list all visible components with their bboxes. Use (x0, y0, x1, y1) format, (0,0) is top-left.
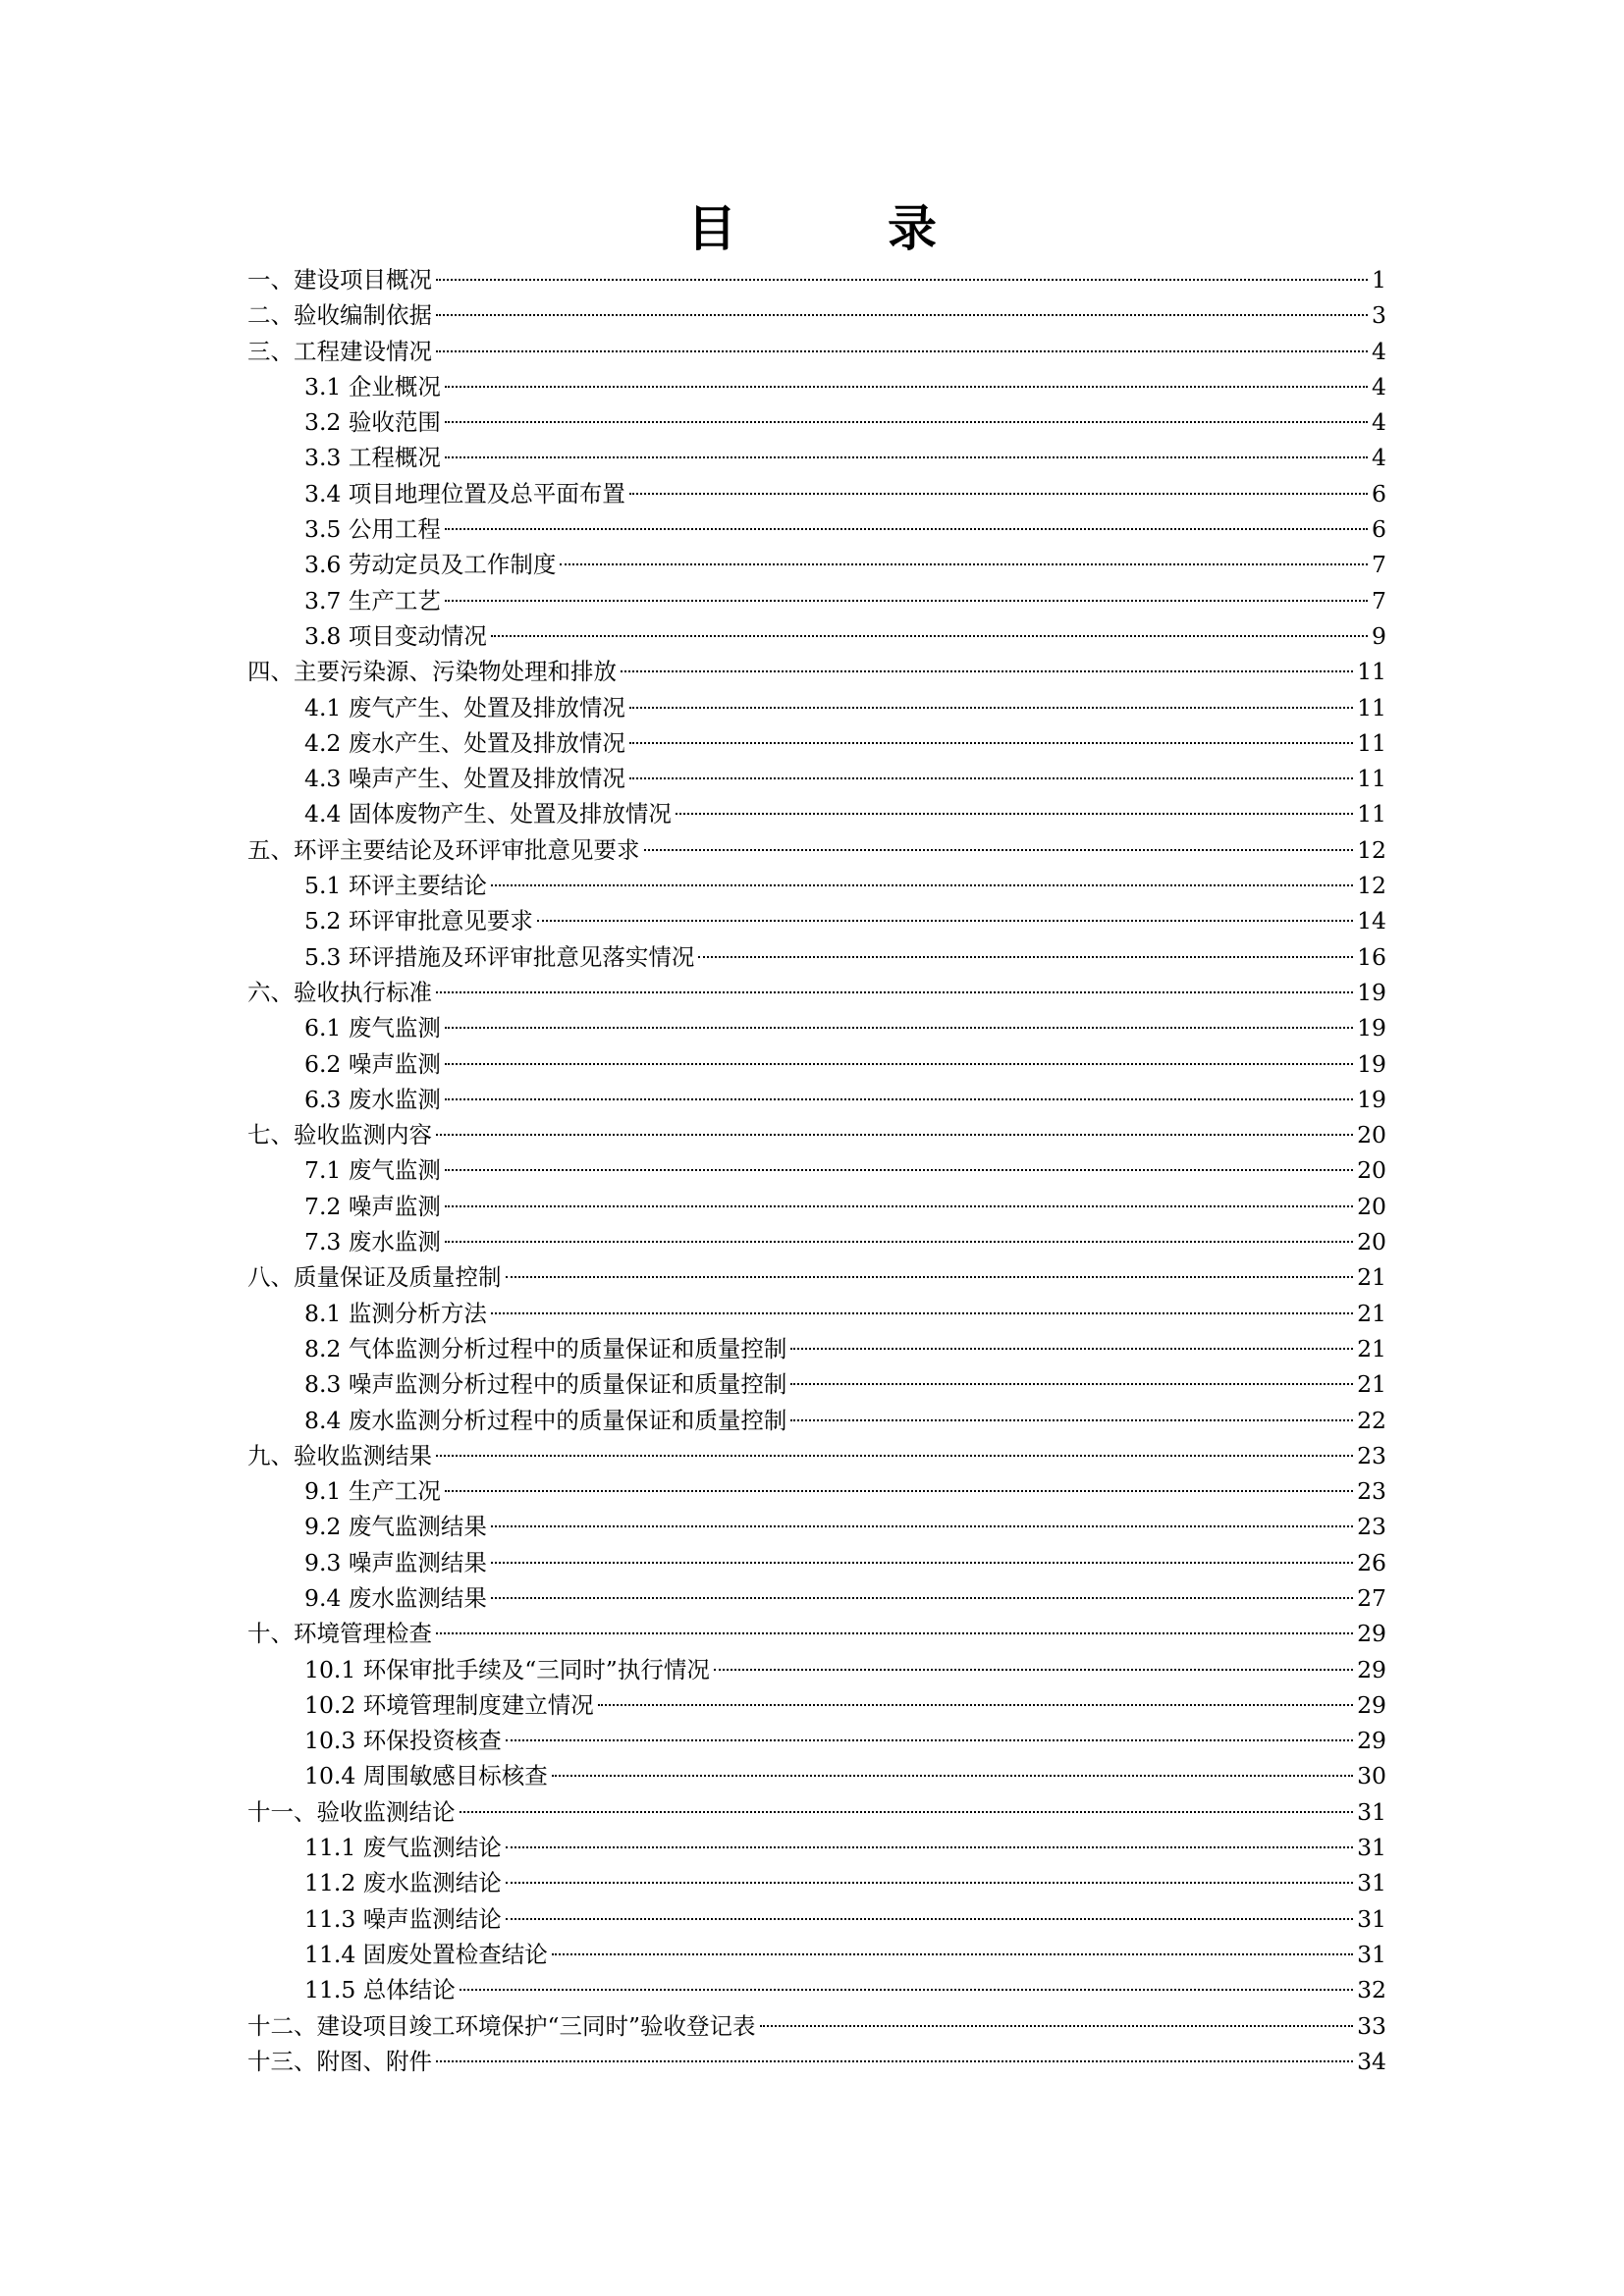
toc-entry-title: 8.4 废水监测分析过程中的质量保证和质量控制 (304, 1406, 787, 1434)
toc-entry[interactable] (247, 547, 1386, 582)
dot-leader (676, 813, 1353, 815)
toc-entry-page-number: 3 (1372, 301, 1386, 330)
dot-leader (790, 1383, 1353, 1385)
toc-entry[interactable] (247, 1259, 1386, 1295)
toc-entry-page-number: 11 (1357, 658, 1386, 686)
dot-leader (436, 1455, 1353, 1457)
toc-entry-title: 4.2 废水产生、处置及排放情况 (304, 728, 625, 757)
toc-entry-page-number: 29 (1357, 1690, 1386, 1719)
toc-entry-title: 11.5 总体结论 (304, 1976, 456, 2004)
toc-entry[interactable] (247, 1046, 1386, 1082)
toc-entry-page-number: 4 (1372, 408, 1386, 437)
toc-entry-title: 7.3 废水监测 (304, 1228, 441, 1256)
toc-entry[interactable] (247, 1687, 1386, 1723)
toc-entry-title: 11.2 废水监测结论 (304, 1869, 502, 1897)
dot-leader (698, 956, 1353, 958)
toc-entry-page-number: 12 (1357, 835, 1386, 864)
dot-leader (460, 1989, 1353, 1991)
dot-leader (445, 1098, 1353, 1100)
toc-entry[interactable] (247, 1758, 1386, 1793)
toc-entry[interactable] (247, 2044, 1386, 2079)
dot-leader (436, 1134, 1353, 1136)
dot-leader (506, 1276, 1354, 1278)
toc-entry[interactable] (247, 690, 1386, 725)
toc-entry[interactable] (247, 1652, 1386, 1687)
toc-entry[interactable] (247, 1189, 1386, 1224)
dot-leader (598, 1704, 1353, 1706)
toc-entry-title: 8.3 噪声监测分析过程中的质量保证和质量控制 (304, 1370, 787, 1399)
toc-entry-page-number: 22 (1357, 1406, 1386, 1434)
toc-entry[interactable] (247, 404, 1386, 440)
toc-entry[interactable] (247, 1224, 1386, 1259)
toc-title: 目 录 (687, 199, 988, 257)
dot-leader (760, 2025, 1354, 2027)
toc-entry-title: 9.3 噪声监测结果 (304, 1548, 487, 1576)
toc-entry-title: 5.3 环评措施及环评审批意见落实情况 (304, 942, 695, 971)
toc-entry[interactable] (247, 1152, 1386, 1188)
dot-leader (506, 1846, 1353, 1848)
toc-entry[interactable] (247, 1117, 1386, 1152)
toc-entry-page-number: 33 (1357, 2011, 1386, 2040)
toc-entry-title: 5.1 环评主要结论 (304, 872, 487, 900)
dot-leader (436, 350, 1368, 352)
toc-entry-title: 十三、附图、附件 (247, 2047, 432, 2075)
toc-entry-title: 3.2 验收范围 (304, 408, 441, 437)
toc-entry[interactable] (247, 725, 1386, 761)
dot-leader (790, 1348, 1353, 1350)
toc-entry-page-number: 23 (1357, 1513, 1386, 1541)
dot-leader (445, 421, 1368, 423)
dot-leader (445, 1205, 1353, 1207)
toc-entry-page-number: 11 (1357, 765, 1386, 793)
dot-leader (445, 528, 1368, 530)
toc-entry-page-number: 16 (1357, 942, 1386, 971)
toc-entry[interactable] (247, 1545, 1386, 1580)
toc-entry-page-number: 34 (1357, 2047, 1386, 2075)
dot-leader (560, 563, 1368, 565)
toc-entry-page-number: 11 (1357, 728, 1386, 757)
dot-leader (491, 1597, 1353, 1599)
toc-entry[interactable] (247, 939, 1386, 975)
dot-leader (445, 1063, 1353, 1065)
toc-entry-title: 8.1 监测分析方法 (304, 1299, 487, 1327)
toc-entry[interactable] (247, 654, 1386, 689)
toc-entry-title: 3.1 企业概况 (304, 372, 441, 400)
dot-leader (445, 456, 1368, 458)
toc-entry-title: 3.8 项目变动情况 (304, 621, 487, 650)
dot-leader (445, 600, 1368, 602)
toc-entry-page-number: 32 (1357, 1976, 1386, 2004)
toc-entry-page-number: 12 (1357, 872, 1386, 900)
toc-entry-page-number: 6 (1372, 515, 1386, 544)
toc-entry-title: 8.2 气体监测分析过程中的质量保证和质量控制 (304, 1334, 787, 1362)
toc-entry[interactable] (247, 1403, 1386, 1438)
dot-leader (491, 884, 1353, 886)
toc-entry-title: 11.3 噪声监测结论 (304, 1904, 502, 1933)
toc-entry-title: 3.6 劳动定员及工作制度 (304, 551, 557, 579)
toc-entry-page-number: 7 (1372, 586, 1386, 614)
toc-entry-page-number: 19 (1357, 1085, 1386, 1113)
toc-entry[interactable] (247, 262, 1386, 297)
toc-entry[interactable] (247, 1830, 1386, 1865)
dot-leader (491, 635, 1368, 637)
toc-entry[interactable] (247, 618, 1386, 654)
dot-leader (460, 1811, 1354, 1813)
toc-entry-page-number: 19 (1357, 978, 1386, 1006)
toc-entry-title: 七、验收监测内容 (247, 1121, 432, 1149)
toc-entry[interactable] (247, 796, 1386, 831)
dot-leader (552, 1775, 1353, 1777)
toc-entry[interactable] (247, 1366, 1386, 1402)
toc-entry-page-number: 11 (1357, 693, 1386, 721)
dot-leader (445, 1490, 1353, 1492)
dot-leader (436, 279, 1368, 281)
dot-leader (552, 1953, 1353, 1955)
dot-leader (506, 1918, 1353, 1920)
toc-entry-title: 二、验收编制依据 (247, 301, 432, 330)
toc-entry-page-number: 20 (1357, 1156, 1386, 1185)
toc-entry-page-number: 6 (1372, 479, 1386, 507)
toc-entry-title: 4.3 噪声产生、处置及排放情况 (304, 765, 625, 793)
toc-entry-title: 9.2 废气监测结果 (304, 1513, 487, 1541)
toc-entry-title: 10.3 环保投资核查 (304, 1727, 502, 1755)
toc-entry[interactable] (247, 1580, 1386, 1616)
toc-entry[interactable] (247, 1972, 1386, 2007)
toc-entry-title: 十一、验收监测结论 (247, 1797, 456, 1826)
dot-leader (436, 2060, 1353, 2062)
toc-entry[interactable] (247, 1616, 1386, 1651)
toc-entry-title: 6.2 噪声监测 (304, 1049, 441, 1078)
toc-entry-title: 11.1 废气监测结论 (304, 1834, 502, 1862)
toc-entry-title: 7.1 废气监测 (304, 1156, 441, 1185)
dot-leader (629, 742, 1353, 744)
toc-entry[interactable] (247, 334, 1386, 369)
toc-entry[interactable] (247, 761, 1386, 796)
toc-entry[interactable] (247, 1509, 1386, 1544)
toc-entry-title: 八、质量保证及质量控制 (247, 1263, 502, 1292)
toc-entry-title: 六、验收执行标准 (247, 978, 432, 1006)
toc-entry[interactable] (247, 1901, 1386, 1937)
toc-entry[interactable] (247, 511, 1386, 547)
toc-entry-page-number: 31 (1357, 1869, 1386, 1897)
toc-entry-page-number: 1 (1372, 266, 1386, 294)
toc-entry[interactable] (247, 1865, 1386, 1900)
toc-entry-title: 3.3 工程概况 (304, 444, 441, 472)
toc-entry-title: 10.1 环保审批手续及“三同时”执行情况 (304, 1655, 710, 1683)
toc-entry-page-number: 23 (1357, 1477, 1386, 1506)
toc-entry[interactable] (247, 975, 1386, 1010)
dot-leader (445, 1169, 1353, 1171)
toc-entry-title: 9.4 废水监测结果 (304, 1583, 487, 1612)
toc-entry-page-number: 31 (1357, 1904, 1386, 1933)
toc-entry-page-number: 29 (1357, 1727, 1386, 1755)
toc-entry-title: 10.2 环境管理制度建立情况 (304, 1690, 594, 1719)
toc-entry[interactable] (247, 297, 1386, 333)
toc-entry-title: 一、建设项目概况 (247, 266, 432, 294)
toc-entry-title: 三、工程建设情况 (247, 337, 432, 365)
toc-entry-title: 3.4 项目地理位置及总平面布置 (304, 479, 625, 507)
dot-leader (445, 386, 1368, 388)
dot-leader (629, 707, 1353, 709)
toc-entry[interactable] (247, 440, 1386, 475)
toc-entry-title: 6.1 废气监测 (304, 1014, 441, 1042)
dot-leader (714, 1669, 1353, 1671)
toc-entry[interactable] (247, 1937, 1386, 1972)
toc-entry-page-number: 20 (1357, 1228, 1386, 1256)
toc-entry-page-number: 19 (1357, 1014, 1386, 1042)
toc-entry-page-number: 4 (1372, 372, 1386, 400)
dot-leader (621, 670, 1353, 672)
dot-leader (506, 1882, 1353, 1884)
toc-entry[interactable] (247, 832, 1386, 868)
toc-entry[interactable] (247, 476, 1386, 511)
dot-leader (436, 1632, 1353, 1634)
toc-entry-page-number: 19 (1357, 1049, 1386, 1078)
toc-entry-page-number: 21 (1357, 1334, 1386, 1362)
toc-entry[interactable] (247, 868, 1386, 903)
toc-entry-title: 4.1 废气产生、处置及排放情况 (304, 693, 625, 721)
toc-entry-page-number: 4 (1372, 444, 1386, 472)
dot-leader (491, 1312, 1353, 1314)
toc-entry-page-number: 29 (1357, 1620, 1386, 1648)
toc-entry-page-number: 14 (1357, 907, 1386, 935)
toc-entry[interactable] (247, 369, 1386, 404)
toc-entry[interactable] (247, 1794, 1386, 1830)
dot-leader (491, 1525, 1353, 1527)
toc-entry-title: 4.4 固体废物产生、处置及排放情况 (304, 800, 672, 828)
toc-entry-page-number: 30 (1357, 1762, 1386, 1790)
dot-leader (537, 920, 1353, 922)
dot-leader (790, 1419, 1353, 1421)
toc-entry[interactable] (247, 1473, 1386, 1509)
toc-entry[interactable] (247, 1296, 1386, 1331)
toc-entry[interactable] (247, 1331, 1386, 1366)
toc-entry-page-number: 26 (1357, 1548, 1386, 1576)
dot-leader (506, 1739, 1353, 1741)
toc-entry-page-number: 31 (1357, 1834, 1386, 1862)
toc-entry[interactable] (247, 1082, 1386, 1117)
toc-entry[interactable] (247, 903, 1386, 938)
toc-entry-title: 11.4 固废处置检查结论 (304, 1940, 548, 1968)
toc-entry-title: 9.1 生产工况 (304, 1477, 441, 1506)
toc-entry-page-number: 4 (1372, 337, 1386, 365)
toc-entry-page-number: 21 (1357, 1299, 1386, 1327)
toc-list (247, 262, 1386, 2079)
toc-entry-page-number: 9 (1372, 621, 1386, 650)
dot-leader (629, 493, 1368, 495)
toc-entry-title: 7.2 噪声监测 (304, 1192, 441, 1220)
toc-entry-page-number: 11 (1357, 800, 1386, 828)
toc-entry-title: 3.7 生产工艺 (304, 586, 441, 614)
toc-entry-title: 3.5 公用工程 (304, 515, 441, 544)
toc-entry-title: 五、环评主要结论及环评审批意见要求 (247, 835, 640, 864)
dot-leader (629, 777, 1353, 779)
toc-entry-title: 十、环境管理检查 (247, 1620, 432, 1648)
dot-leader (436, 991, 1353, 993)
toc-entry-page-number: 27 (1357, 1583, 1386, 1612)
dot-leader (436, 314, 1368, 316)
toc-entry[interactable] (247, 1723, 1386, 1758)
toc-entry[interactable] (247, 1010, 1386, 1045)
toc-entry-page-number: 31 (1357, 1940, 1386, 1968)
toc-entry-page-number: 20 (1357, 1192, 1386, 1220)
dot-leader (445, 1027, 1353, 1029)
dot-leader (445, 1241, 1353, 1243)
toc-entry-title: 6.3 废水监测 (304, 1085, 441, 1113)
toc-entry-title: 十二、建设项目竣工环境保护“三同时”验收登记表 (247, 2011, 756, 2040)
dot-leader (491, 1562, 1353, 1564)
toc-entry[interactable] (247, 2008, 1386, 2044)
toc-entry-title: 九、验收监测结果 (247, 1441, 432, 1469)
toc-entry-page-number: 29 (1357, 1655, 1386, 1683)
toc-entry[interactable] (247, 583, 1386, 618)
toc-entry-page-number: 31 (1357, 1797, 1386, 1826)
toc-entry-title: 10.4 周围敏感目标核查 (304, 1762, 548, 1790)
toc-entry-title: 四、主要污染源、污染物处理和排放 (247, 658, 617, 686)
toc-entry[interactable] (247, 1438, 1386, 1473)
toc-entry-title: 5.2 环评审批意见要求 (304, 907, 533, 935)
dot-leader (644, 849, 1354, 851)
toc-entry-page-number: 20 (1357, 1121, 1386, 1149)
toc-entry-page-number: 21 (1357, 1263, 1386, 1292)
toc-entry-page-number: 21 (1357, 1370, 1386, 1399)
toc-entry-page-number: 7 (1372, 551, 1386, 579)
toc-entry-page-number: 23 (1357, 1441, 1386, 1469)
